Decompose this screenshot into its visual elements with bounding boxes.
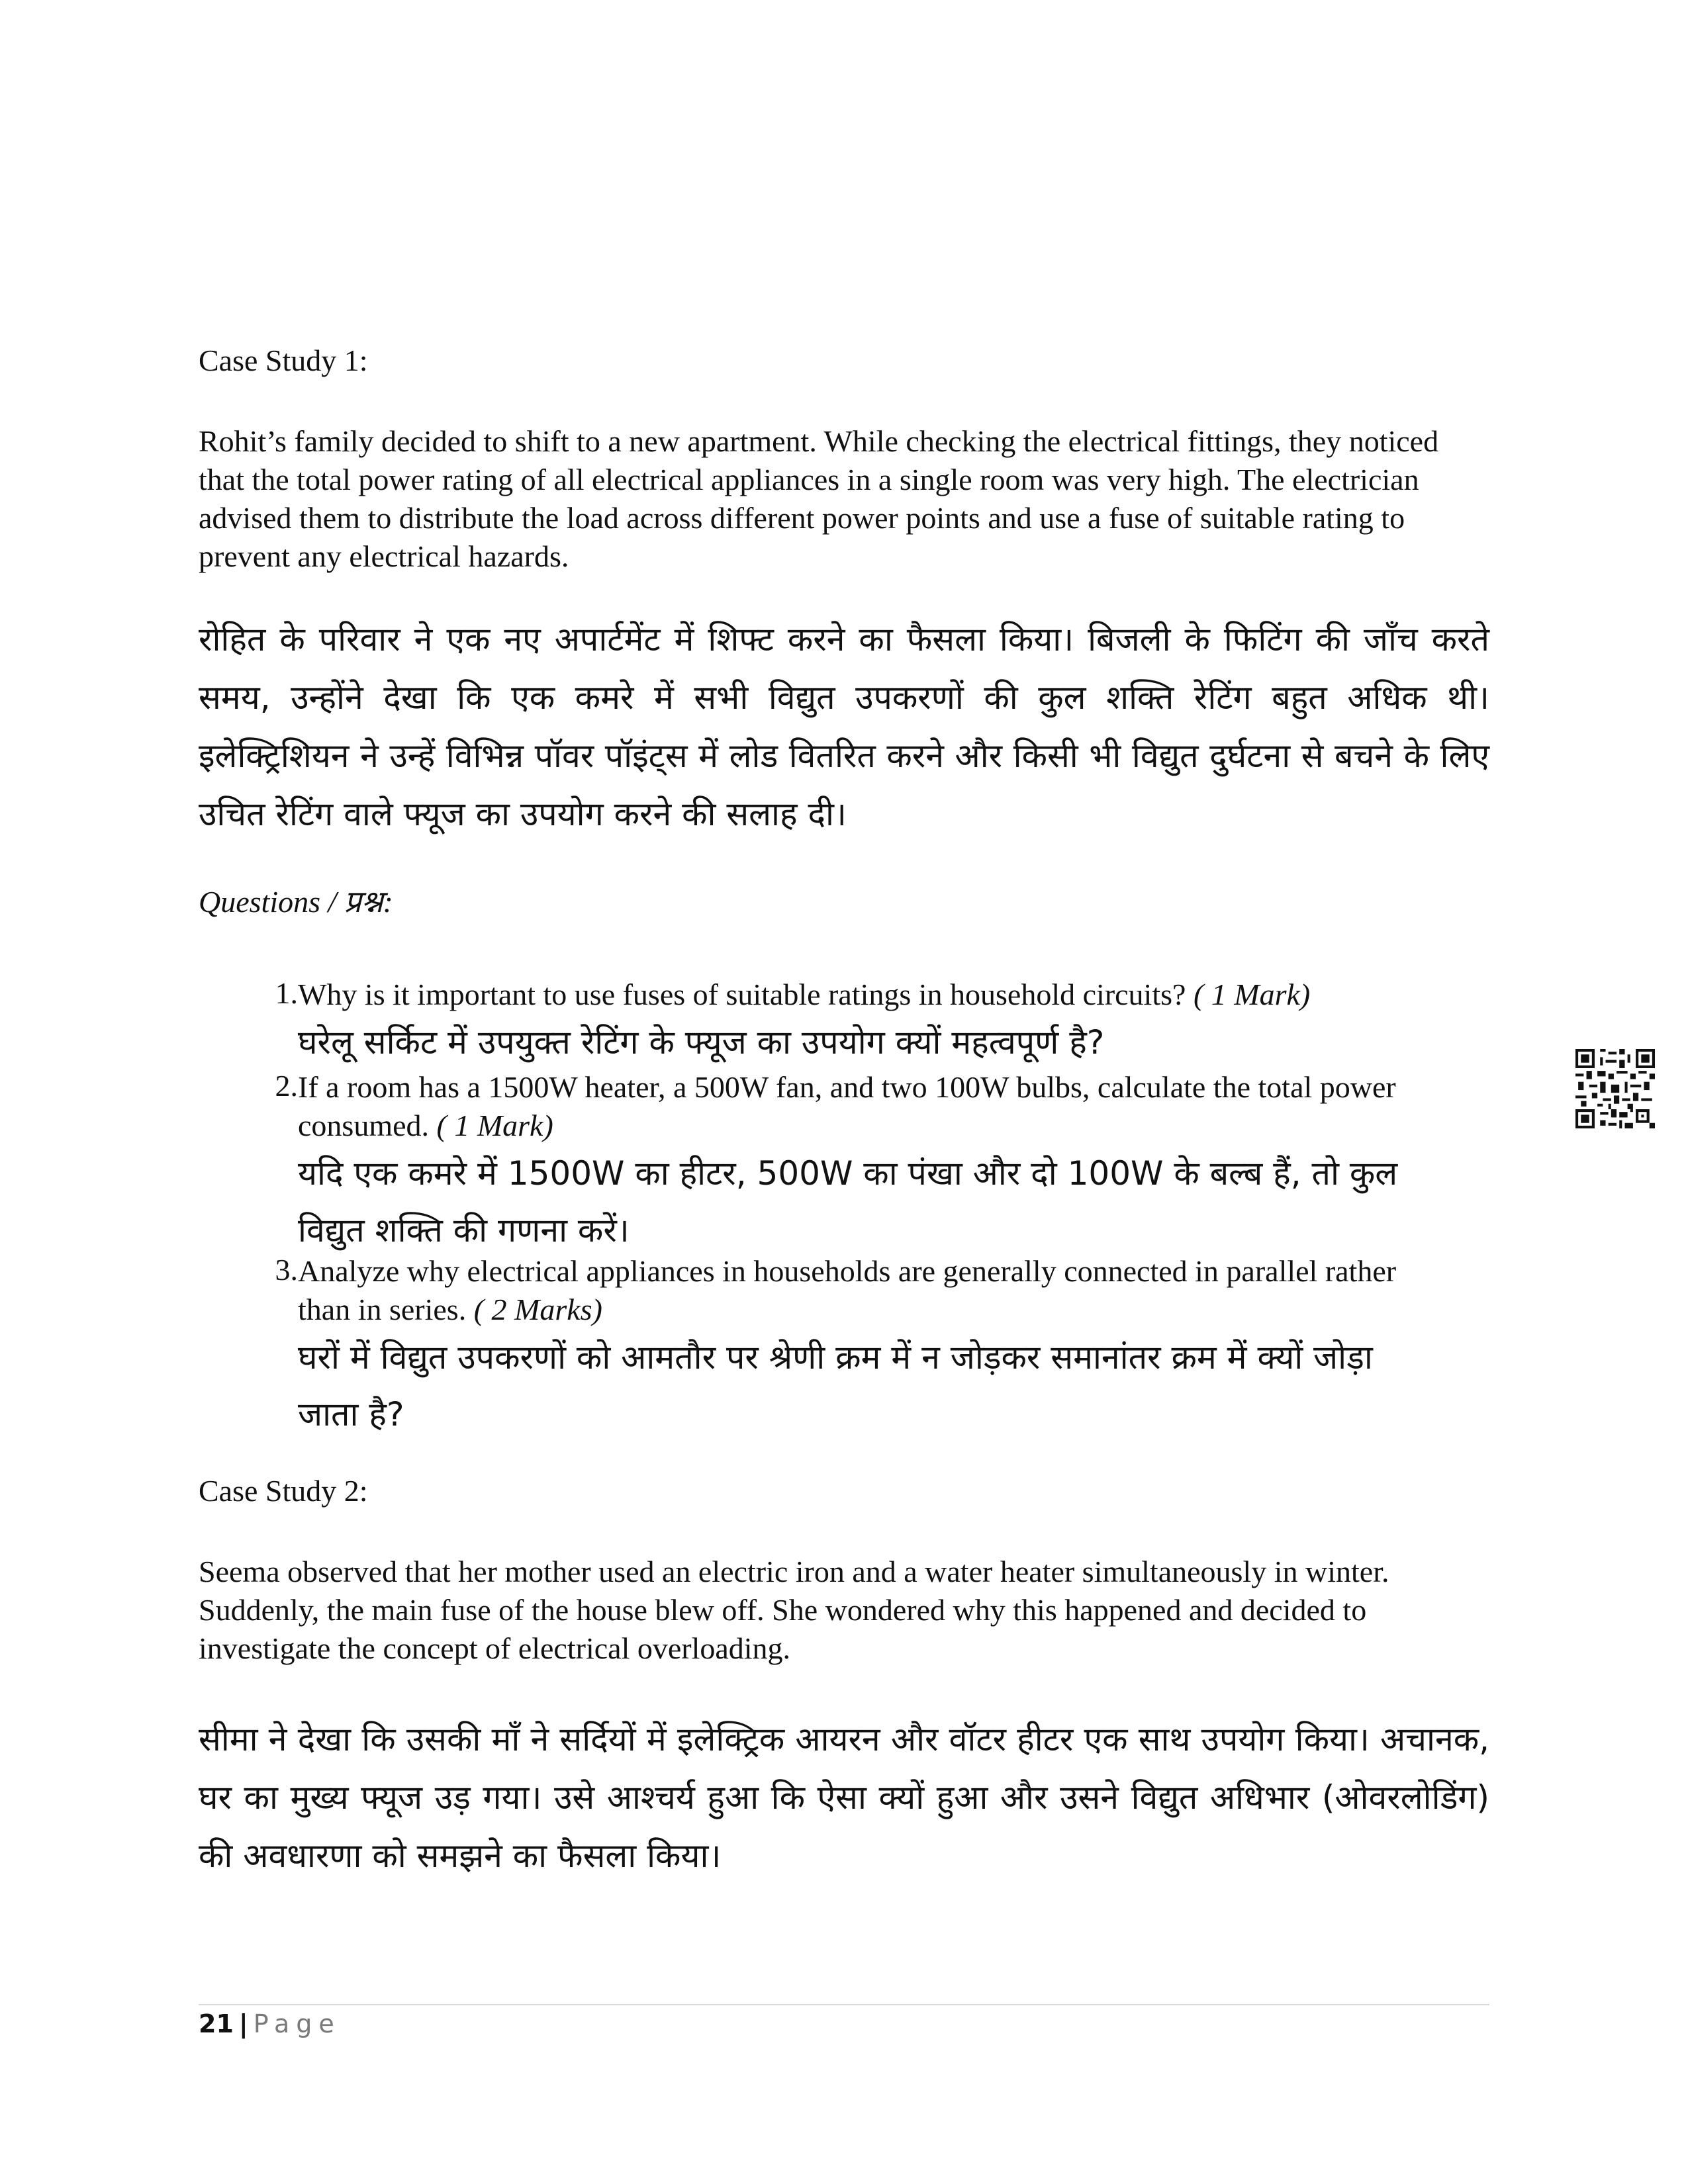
question-marks: ( 2 Marks) — [473, 1293, 602, 1326]
case-study-1-hindi-text: रोहित के परिवार ने एक नए अपार्टमेंट में शिफ्ट करने का फैसला किया। बिजली के फिटिंग की जाँच करते समय, उन्होंने देखा कि एक कमरे में सभी विद्युत उपकरणों की कुल शक्ति रेटिंग बहुत अधिक थी। इलेक्ट्रिशियन ने उन्हें विभिन्न पॉवर पॉइंट्स में लोड वितरित करने और किसी भी विद्युत दुर्घटना से बचने के लिए उचित रेटिंग वाले फ्यूज का उपयोग करने की सलाह दी। — [199, 620, 1489, 833]
case-study-2-hindi-text: सीमा ने देखा कि उसकी माँ ने सर्दियों में इलेक्ट्रिक आयरन और वॉटर हीटर एक साथ उपयोग किया। अचानक, घर का मुख्य फ्यूज उड़ गया। उसे आश्चर्य हुआ कि ऐसा क्यों हुआ और उसने विद्युत अधिभार (ओवरलोडिंग) की अवधारणा को समझने का फैसला किया। — [199, 1720, 1489, 1875]
page-label: Page — [253, 2009, 341, 2038]
footer-divider — [199, 2004, 1489, 2005]
question-number: 2. — [275, 1069, 298, 1103]
case-study-2-english-text: Seema observed that her mother used an electric iron and a water heater simultaneously in winter. Suddenly, the main fuse of the house blew off. She wondered why this happened and decided to investigate the concept of electrical overloading. — [199, 1555, 1389, 1665]
page-number: 21 — [199, 2009, 234, 2038]
footer-separator: | — [238, 2009, 248, 2038]
question-number: 1. — [275, 976, 298, 1010]
case-study-1-english-text: Rohit’s family decided to shift to a new apartment. While checking the electrical fittings, they noticed that the total power rating of all electrical appliances in a single room was very high. The electrician advised them to distribute the load across different power points and use a fuse of suitable rating to prevent any electrical hazards. — [199, 424, 1439, 573]
question-hindi: घरेलू सर्किट में उपयुक्त रेटिंग के फ्यूज का उपयोग क्यों महत्वपूर्ण है? — [298, 1023, 1105, 1062]
question-marks: ( 1 Mark) — [436, 1109, 553, 1142]
question-english: Why is it important to use fuses of suitable ratings in household circuits? ( 1 Mark) — [298, 978, 1311, 1011]
page-footer — [199, 2004, 341, 2044]
case-study-1-title: Case Study 1: — [199, 343, 368, 377]
question-hindi: यदि एक कमरे में 1500W का हीटर, 500W का पंखा और दो 100W के बल्ब हैं, तो कुल विद्युत शक्ति की गणना करें। — [298, 1154, 1398, 1250]
question-marks: ( 1 Mark) — [1193, 978, 1311, 1011]
question-hindi: घरों में विद्युत उपकरणों को आमतौर पर श्रेणी क्रम में न जोड़कर समानांतर क्रम में क्यों जोड़ा जाता है? — [298, 1338, 1373, 1433]
question-number: 3. — [275, 1253, 298, 1287]
questions-heading: Questions / प्रश्न: — [199, 885, 393, 919]
question-english: If a room has a 1500W heater, a 500W fan, and two 100W bulbs, calculate the total power consumed. ( 1 Mark) — [298, 1070, 1396, 1142]
qr-code-icon — [1575, 1049, 1655, 1128]
question-english: Analyze why electrical appliances in households are generally connected in parallel rather than in series. ( 2 Marks) — [298, 1254, 1397, 1326]
case-study-2-title: Case Study 2: — [199, 1474, 368, 1508]
